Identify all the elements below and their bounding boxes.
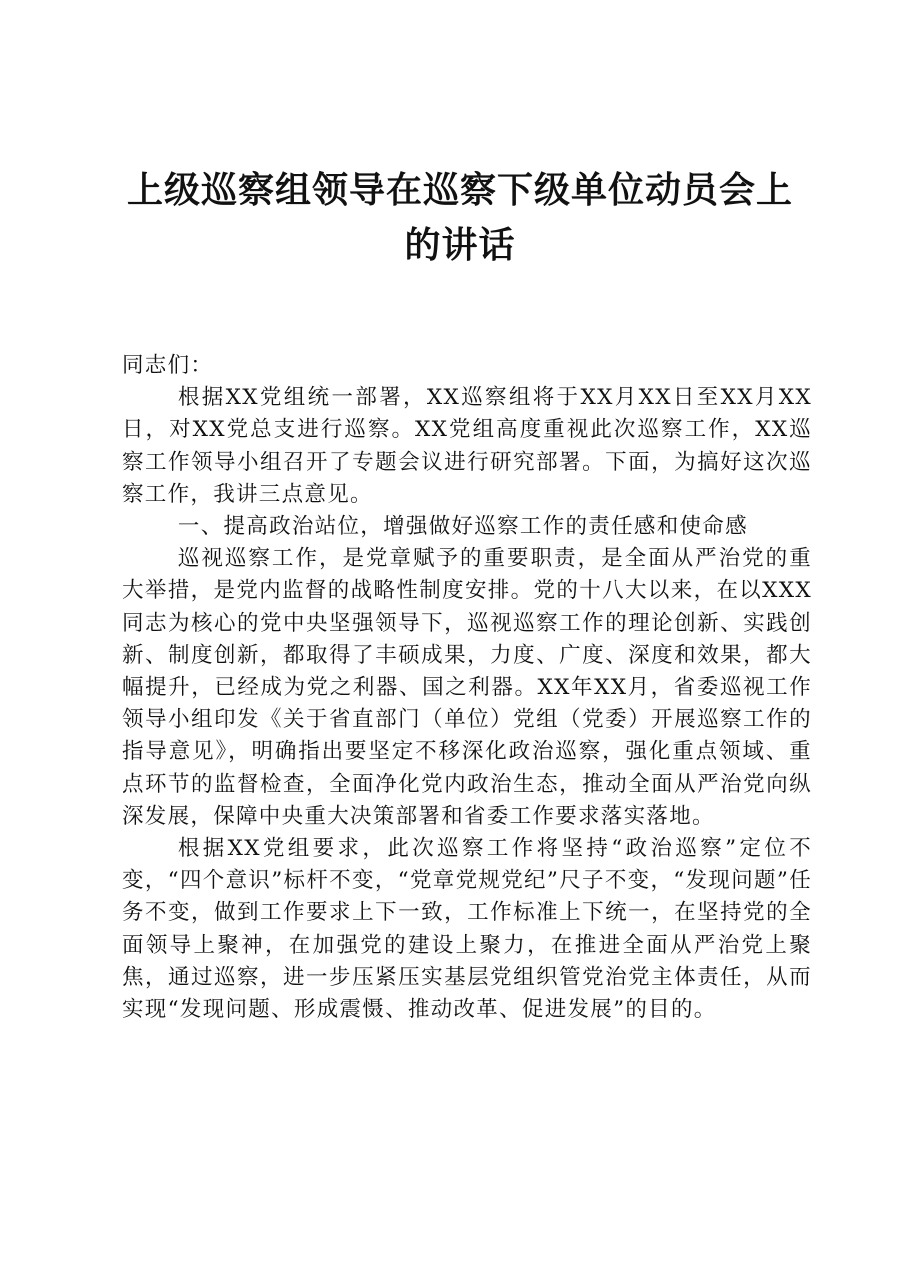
document-body — [122, 350, 812, 1026]
paragraph-section-1: 巡视巡察工作，是党章赋予的重要职责，是全面从严治党的重大举措，是党内监督的战略性制度安排。党的十八大以来，在以XXX同志为核心的党中央坚强领导下，巡视巡察工作的理论创新、实践创新、制度创新，都取得了丰硕成果，力度、广度、深度和效果，都大幅提升，已经成为党之利器、国之利器。XX年XX月，省委巡视工作领导小组印发《关于省直部门（单位）党组（党委）开展巡察工作的指导意见》，明确指出要坚定不移深化政治巡察，强化重点领域、重点环节的监督检查，全面净化党内政治生态，推动全面从严治党向纵深发展，保障中央重大决策部署和省委工作要求落实落地。 — [122, 546, 812, 829]
document-title: 上级巡察组领导在巡察下级单位动员会上的讲话 — [126, 169, 793, 266]
section-heading-1: 一、提高政治站位，增强做好巡察工作的责任感和使命感 — [177, 514, 748, 540]
salutation: 同志们： — [122, 353, 214, 378]
paragraph-intro: 根据XX党组统一部署，XX巡察组将于XX月XX日至XX月XX日，对XX党总支进行巡察。XX党组高度重视此次巡察工作，XX巡察工作领导小组召开了专题会议进行研究部署。下面，为搞好这次巡察工作，我讲三点意见。 — [122, 385, 812, 507]
paragraph-requirements: 根据XX党组要求，此次巡察工作将坚持“政治巡察”定位不变，“四个意识”标杆不变，“党章党规党纪”尺子不变，“发现问题”任务不变，做到工作要求上下一致，工作标准上下统一，在坚持党的全面领导上聚神，在加强党的建设上聚力，在推进全面从严治党上聚焦，通过巡察，进一步压紧压实基层党组织管党治党主体责任，从而实现“发现问题、形成震慑、推动改革、促进发展”的目的。 — [122, 836, 812, 1023]
